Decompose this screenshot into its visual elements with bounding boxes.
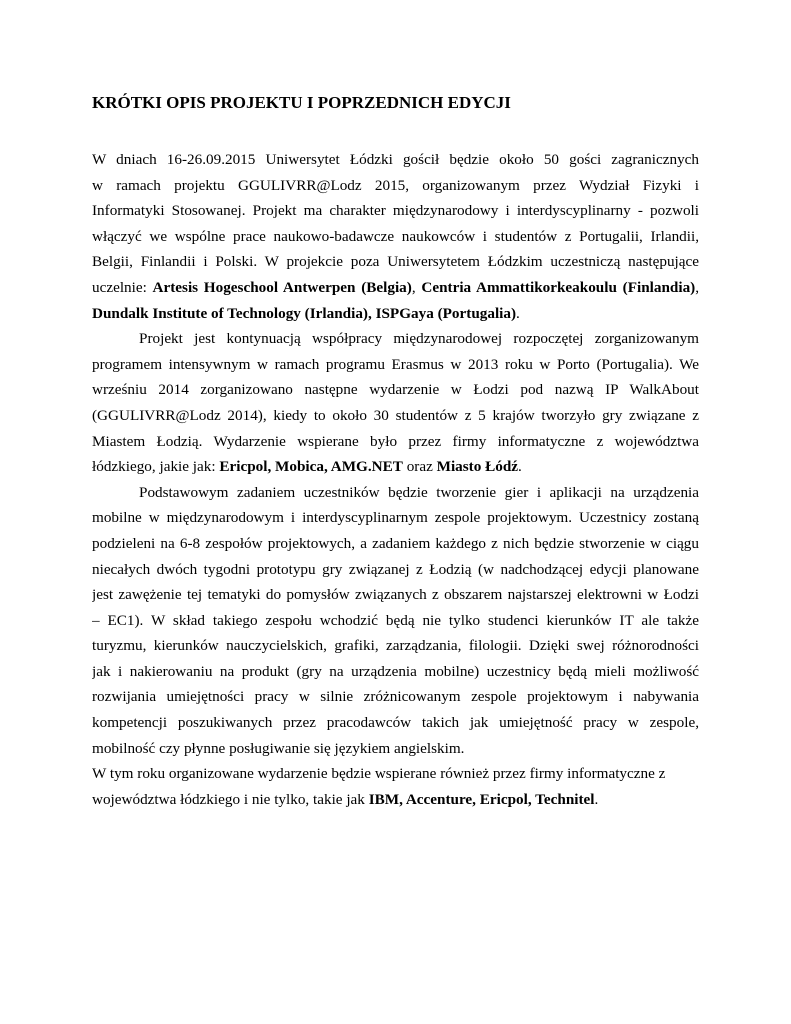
text-line: (GGULIVRR@Lodz 2014), kiedy to około 30 studentów z 5 krajów tworzyło gry związane z [92,406,699,424]
paragraph-tasks [92,480,699,762]
text-line: podzieleni na 6-8 zespołów projektowych, a zadaniem każdego z nich będzie stworzenie w ciągu [92,534,699,552]
text-segment: łódzkiego, jakie jak: [92,458,220,476]
text-segment: oraz [402,458,437,476]
text-segment: , [695,278,699,296]
text-line: Informatyki Stosowanej. Projekt ma charakter międzynarodowy i interdyscyplinarny - pozwoli [92,202,699,220]
text-line: niecałych dwóch tygodni prototypu gry związanej z Łodzią (w nadchodzącej edycji planowane [92,560,699,578]
text-line [92,454,699,480]
text-segment: . [594,790,599,808]
text-line: programem intensywnym w ramach programu Erasmus w 2013 roku w Porto (Portugalia). We [92,355,699,373]
text-segment: województwa łódzkiego i nie tylko, takie jak [92,790,369,808]
text-line: w ramach projektu GGULIVRR@Lodz 2015, organizowanym przez Wydział Fizyki i [92,176,699,194]
universities-dundalk-ispgaya: Dundalk Institute of Technology (Irlandia), ISPGaya (Portugalia) [92,304,517,322]
sponsors-2015: IBM, Accenture, Ericpol, Technitel [368,790,595,808]
document-body [92,147,699,812]
text-line [92,275,699,301]
text-segment: . [516,304,520,322]
text-line: mobilne w międzynarodowym i interdyscyplinarnym zespole projektowym. Uczestnicy zostaną [92,509,699,527]
text-segment: . [518,458,522,476]
text-line: kompetencji poszukiwanych przez pracodawców takich jak umiejętność pracy w zespole, [92,714,699,732]
text-line [92,787,699,813]
text-line: Miastem Łodzią. Wydarzenie wspierane było przez firmy informatyczne z województwa [92,432,699,450]
text-line: turyzmu, kierunków nauczycielskich, grafiki, zarządzania, filologii. Dzięki swej różnorodności [92,637,699,655]
text-line: Belgii, Finlandii i Polski. W projekcie poza Uniwersytetem Łódzkim uczestniczą następujące [92,253,699,271]
text-segment: , [411,278,422,296]
sponsor-city-lodz: Miasto Łódź [436,458,519,476]
paragraph-sponsors [92,761,699,812]
text-line [92,301,699,327]
document-title: KRÓTKI OPIS PROJEKTU I POPRZEDNICH EDYCJI [92,93,511,112]
text-line: W tym roku organizowane wydarzenie będzie wspierane również przez firmy informatyczne z [92,765,666,783]
text-line: włączyć we wspólne prace naukowo-badawcze naukowców i studentów z Portugalii, Irlandii, [92,227,699,245]
text-line: W dniach 16-26.09.2015 Uniwersytet Łódzki gościł będzie około 50 gości zagranicznych [92,151,699,168]
paragraph-history [92,326,699,480]
text-segment: uczelnie: [92,278,153,296]
text-line: Projekt jest kontynuacją współpracy międzynarodowej rozpoczętej zorganizowanym [139,330,699,348]
text-line: – EC1). W skład takiego zespołu wchodzić będą nie tylko studenci kierunków IT ale także [92,611,699,629]
text-line: rozwijania umiejętności pracy w silnie zróżnicowanym zespole projektowym i nabywania [92,688,699,706]
university-centria: Centria Ammattikorkeakoulu (Finlandia) [421,278,696,296]
paragraph-intro [92,147,699,326]
sponsors-2014: Ericpol, Mobica, AMG.NET [219,458,403,476]
university-artesis: Artesis Hogeschool Antwerpen (Belgia) [152,278,412,296]
text-line: mobilność czy płynne posługiwanie się językiem angielskim. [92,739,465,757]
text-line: wrześniu 2014 zorganizowano następne wydarzenie w Łodzi pod nazwą IP WalkAbout [92,381,699,399]
text-line: jak i nakierowaniu na produkt (gry na urządzenia mobilne) uczestnicy będą mieli możliwość [92,662,699,680]
text-line: Podstawowym zadaniem uczestników będzie tworzenie gier i aplikacji na urządzenia [139,483,699,501]
text-line: jest zawężenie tej tematyki do pomysłów związanych z obszarem najstarszej elektrowni w Łodzi [92,586,699,604]
